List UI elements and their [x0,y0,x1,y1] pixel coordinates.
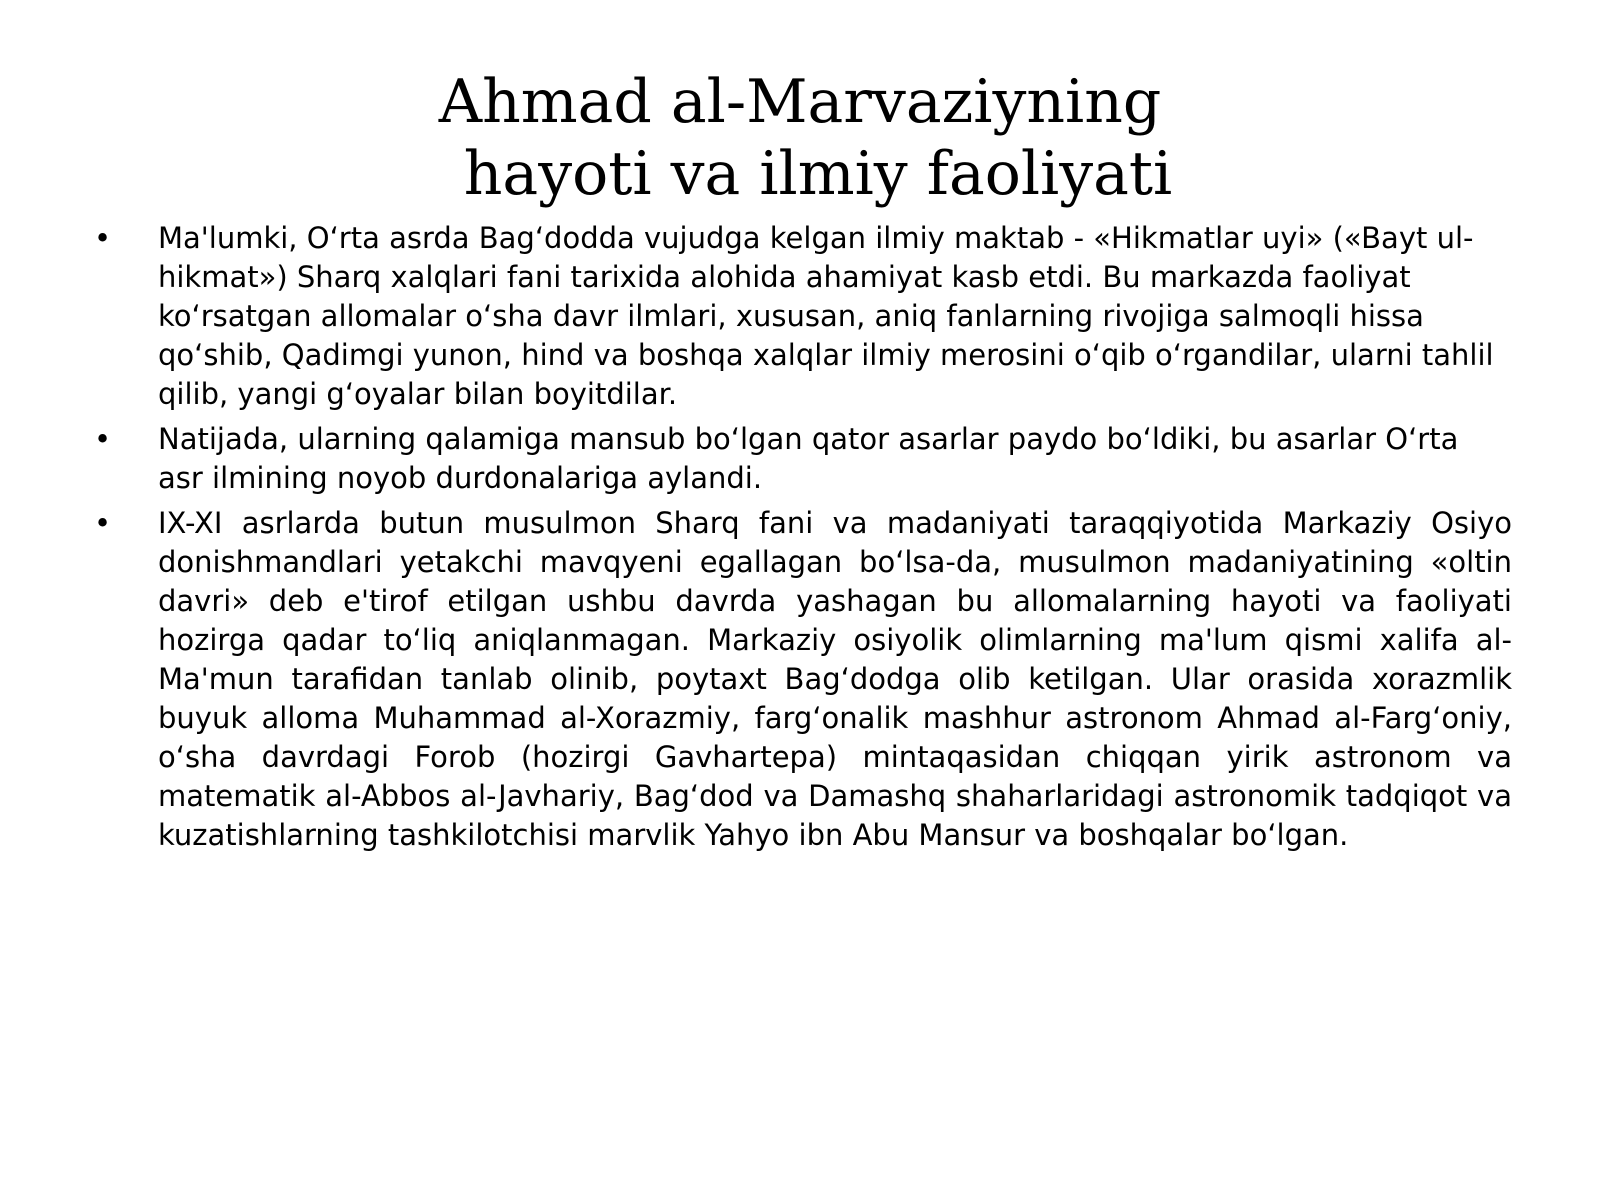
bullet-dot-icon: • [94,221,112,255]
bullet-item [92,420,1512,498]
bullet-dot-icon: • [94,422,112,456]
bullet-item [92,219,1512,414]
bullet-text: Ma'lumki, O‘rta asrda Bag‘dodda vujudga kelgan ilmiy maktab - «Hikmatlar uyi» («Bayt ul-hikmat») Sharq xalqlari fani tarixida alohida ahamiyat kasb etdi. Bu markazda faoliyat ko‘rsatgan allomalar o‘sha davr ilmlari, xususan, aniq fanlarning rivojiga salmoqli hissa qo‘shib, Qadimgi yunon, hind va boshqa xalqlar ilmiy merosini o‘qib o‘rgandilar, ularni tahlil qilib, yangi g‘oyalar bilan boyitdilar. [158,221,1494,411]
bullet-list [92,219,1512,861]
bullet-text: Natijada, ularning qalamiga mansub bo‘lgan qator asarlar paydo bo‘ldiki, bu asarlar O‘rta asr ilmining noyob durdonalariga aylandi. [158,422,1459,495]
bullet-item [92,504,1512,855]
bullet-text: IX-XI asrlarda butun musulmon Sharq fani va madaniyati taraqqiyotida Markaziy Osiyo donishmandlari yetakchi mavqyeni egallagan bo‘lsa-da, musulmon madaniyatining «oltin davri» deb e'tirof etilgan ushbu davrda yashagan bu allomalarning hayoti va faoliyati hozirga qadar to‘liq aniqlanmagan. Markaziy osiyolik olimlarning ma'lum qismi xalifa al-Ma'mun tarafidan tanlab olinib, poytaxt Bag‘dodga olib ketilgan. Ular orasida xorazmlik buyuk alloma Muhammad al-Xorazmiy, farg‘onalik mashhur astronom Ahmad al-Farg‘oniy, o‘sha davrdagi Forob (hozirgi Gavhartepa) mintaqasidan chiqqan yirik astronom va matematik al-Abbos al-Javhariy, Bag‘dod va Damashq shaharlaridagi astronomik tadqiqot va kuzatishlarning tashkilotchisi marvlik Yahyo ibn Abu Mansur va boshqalar bo‘lgan. [158,506,1512,852]
bullet-dot-icon: • [94,506,112,540]
slide-title-line-1: Ahmad al-Marvaziyning [438,67,1162,137]
slide-title [300,66,1300,210]
slide-title-line-2: hayoti va ilmiy faoliyati [463,139,1173,209]
